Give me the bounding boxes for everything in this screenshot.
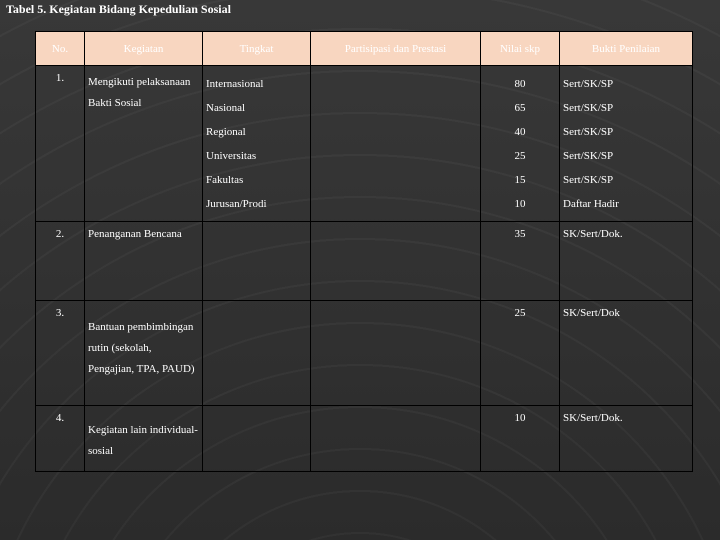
nilai-item: 65 xyxy=(514,102,526,114)
tingkat-item: Regional xyxy=(206,126,246,138)
bukti-list xyxy=(560,66,693,222)
nilai-item: 40 xyxy=(514,126,526,138)
row-no-2: 2. xyxy=(36,222,85,301)
kegiatan-line: sosial xyxy=(88,445,114,457)
kegiatan-line: Kegiatan lain individual- xyxy=(88,424,198,436)
tingkat-list xyxy=(203,66,311,222)
tingkat-item: Nasional xyxy=(206,102,246,114)
row-tingkat-3 xyxy=(203,301,311,406)
row-tingkat-4 xyxy=(203,406,311,472)
kegiatan-line: Bantuan pembimbingan xyxy=(88,321,194,333)
kegiatan-line: Pengajian, TPA, PAUD) xyxy=(88,363,195,375)
header-row xyxy=(36,32,693,66)
header-partisipasi: Partisipasi dan Prestasi xyxy=(311,32,481,66)
kegiatan-line: Bakti Sosial xyxy=(88,97,142,109)
row-no-1: 1. xyxy=(36,66,85,222)
row-partisipasi-2 xyxy=(311,222,481,301)
row-nilai-2: 35 xyxy=(481,222,560,301)
row-bukti-2: SK/Sert/Dok. xyxy=(560,222,693,301)
row-no-4: 4. xyxy=(36,406,85,472)
header-bukti: Bukti Penilaian xyxy=(560,32,693,66)
table-row xyxy=(36,406,693,472)
tingkat-item: Universitas xyxy=(206,150,257,162)
row-bukti-4: SK/Sert/Dok. xyxy=(560,406,693,472)
row-kegiatan-2: Penanganan Bencana xyxy=(85,222,203,301)
nilai-list xyxy=(481,66,560,222)
table-row xyxy=(36,222,693,301)
nilai-item: 25 xyxy=(514,150,526,162)
row-kegiatan-4 xyxy=(85,406,203,472)
kegiatan-line: rutin (sekolah, xyxy=(88,342,152,354)
kepedulian-sosial-table xyxy=(35,31,693,472)
nilai-item: 80 xyxy=(514,78,526,90)
header-kegiatan: Kegiatan xyxy=(85,32,203,66)
table-title: Tabel 5. Kegiatan Bidang Kepedulian Sosial xyxy=(6,2,231,16)
partisipasi-cell xyxy=(311,66,481,222)
bukti-item: Sert/SK/SP xyxy=(563,174,614,186)
bukti-item: Sert/SK/SP xyxy=(563,150,614,162)
bukti-item: Sert/SK/SP xyxy=(563,102,614,114)
kegiatan-line: Mengikuti pelaksanaan xyxy=(88,76,191,88)
row-nilai-3: 25 xyxy=(481,301,560,406)
row-no-3: 3. xyxy=(36,301,85,406)
table-row xyxy=(36,301,693,406)
table-row xyxy=(36,66,693,222)
nilai-item: 15 xyxy=(514,174,526,186)
bukti-item: Daftar Hadir xyxy=(563,198,619,210)
row-nilai-4: 10 xyxy=(481,406,560,472)
row-kegiatan-3 xyxy=(85,301,203,406)
tingkat-item: Internasional xyxy=(206,78,264,90)
bukti-item: Sert/SK/SP xyxy=(563,78,614,90)
header-nilai: Nilai skp xyxy=(481,32,560,66)
header-tingkat: Tingkat xyxy=(203,32,311,66)
row-partisipasi-3 xyxy=(311,301,481,406)
row-kegiatan-1 xyxy=(85,66,203,222)
nilai-item: 10 xyxy=(514,198,526,210)
row-tingkat-2 xyxy=(203,222,311,301)
row-bukti-3: SK/Sert/Dok xyxy=(560,301,693,406)
bukti-item: Sert/SK/SP xyxy=(563,126,614,138)
header-no: No. xyxy=(36,32,85,66)
tingkat-item: Jurusan/Prodi xyxy=(206,198,267,210)
row-partisipasi-4 xyxy=(311,406,481,472)
tingkat-item: Fakultas xyxy=(206,174,244,186)
